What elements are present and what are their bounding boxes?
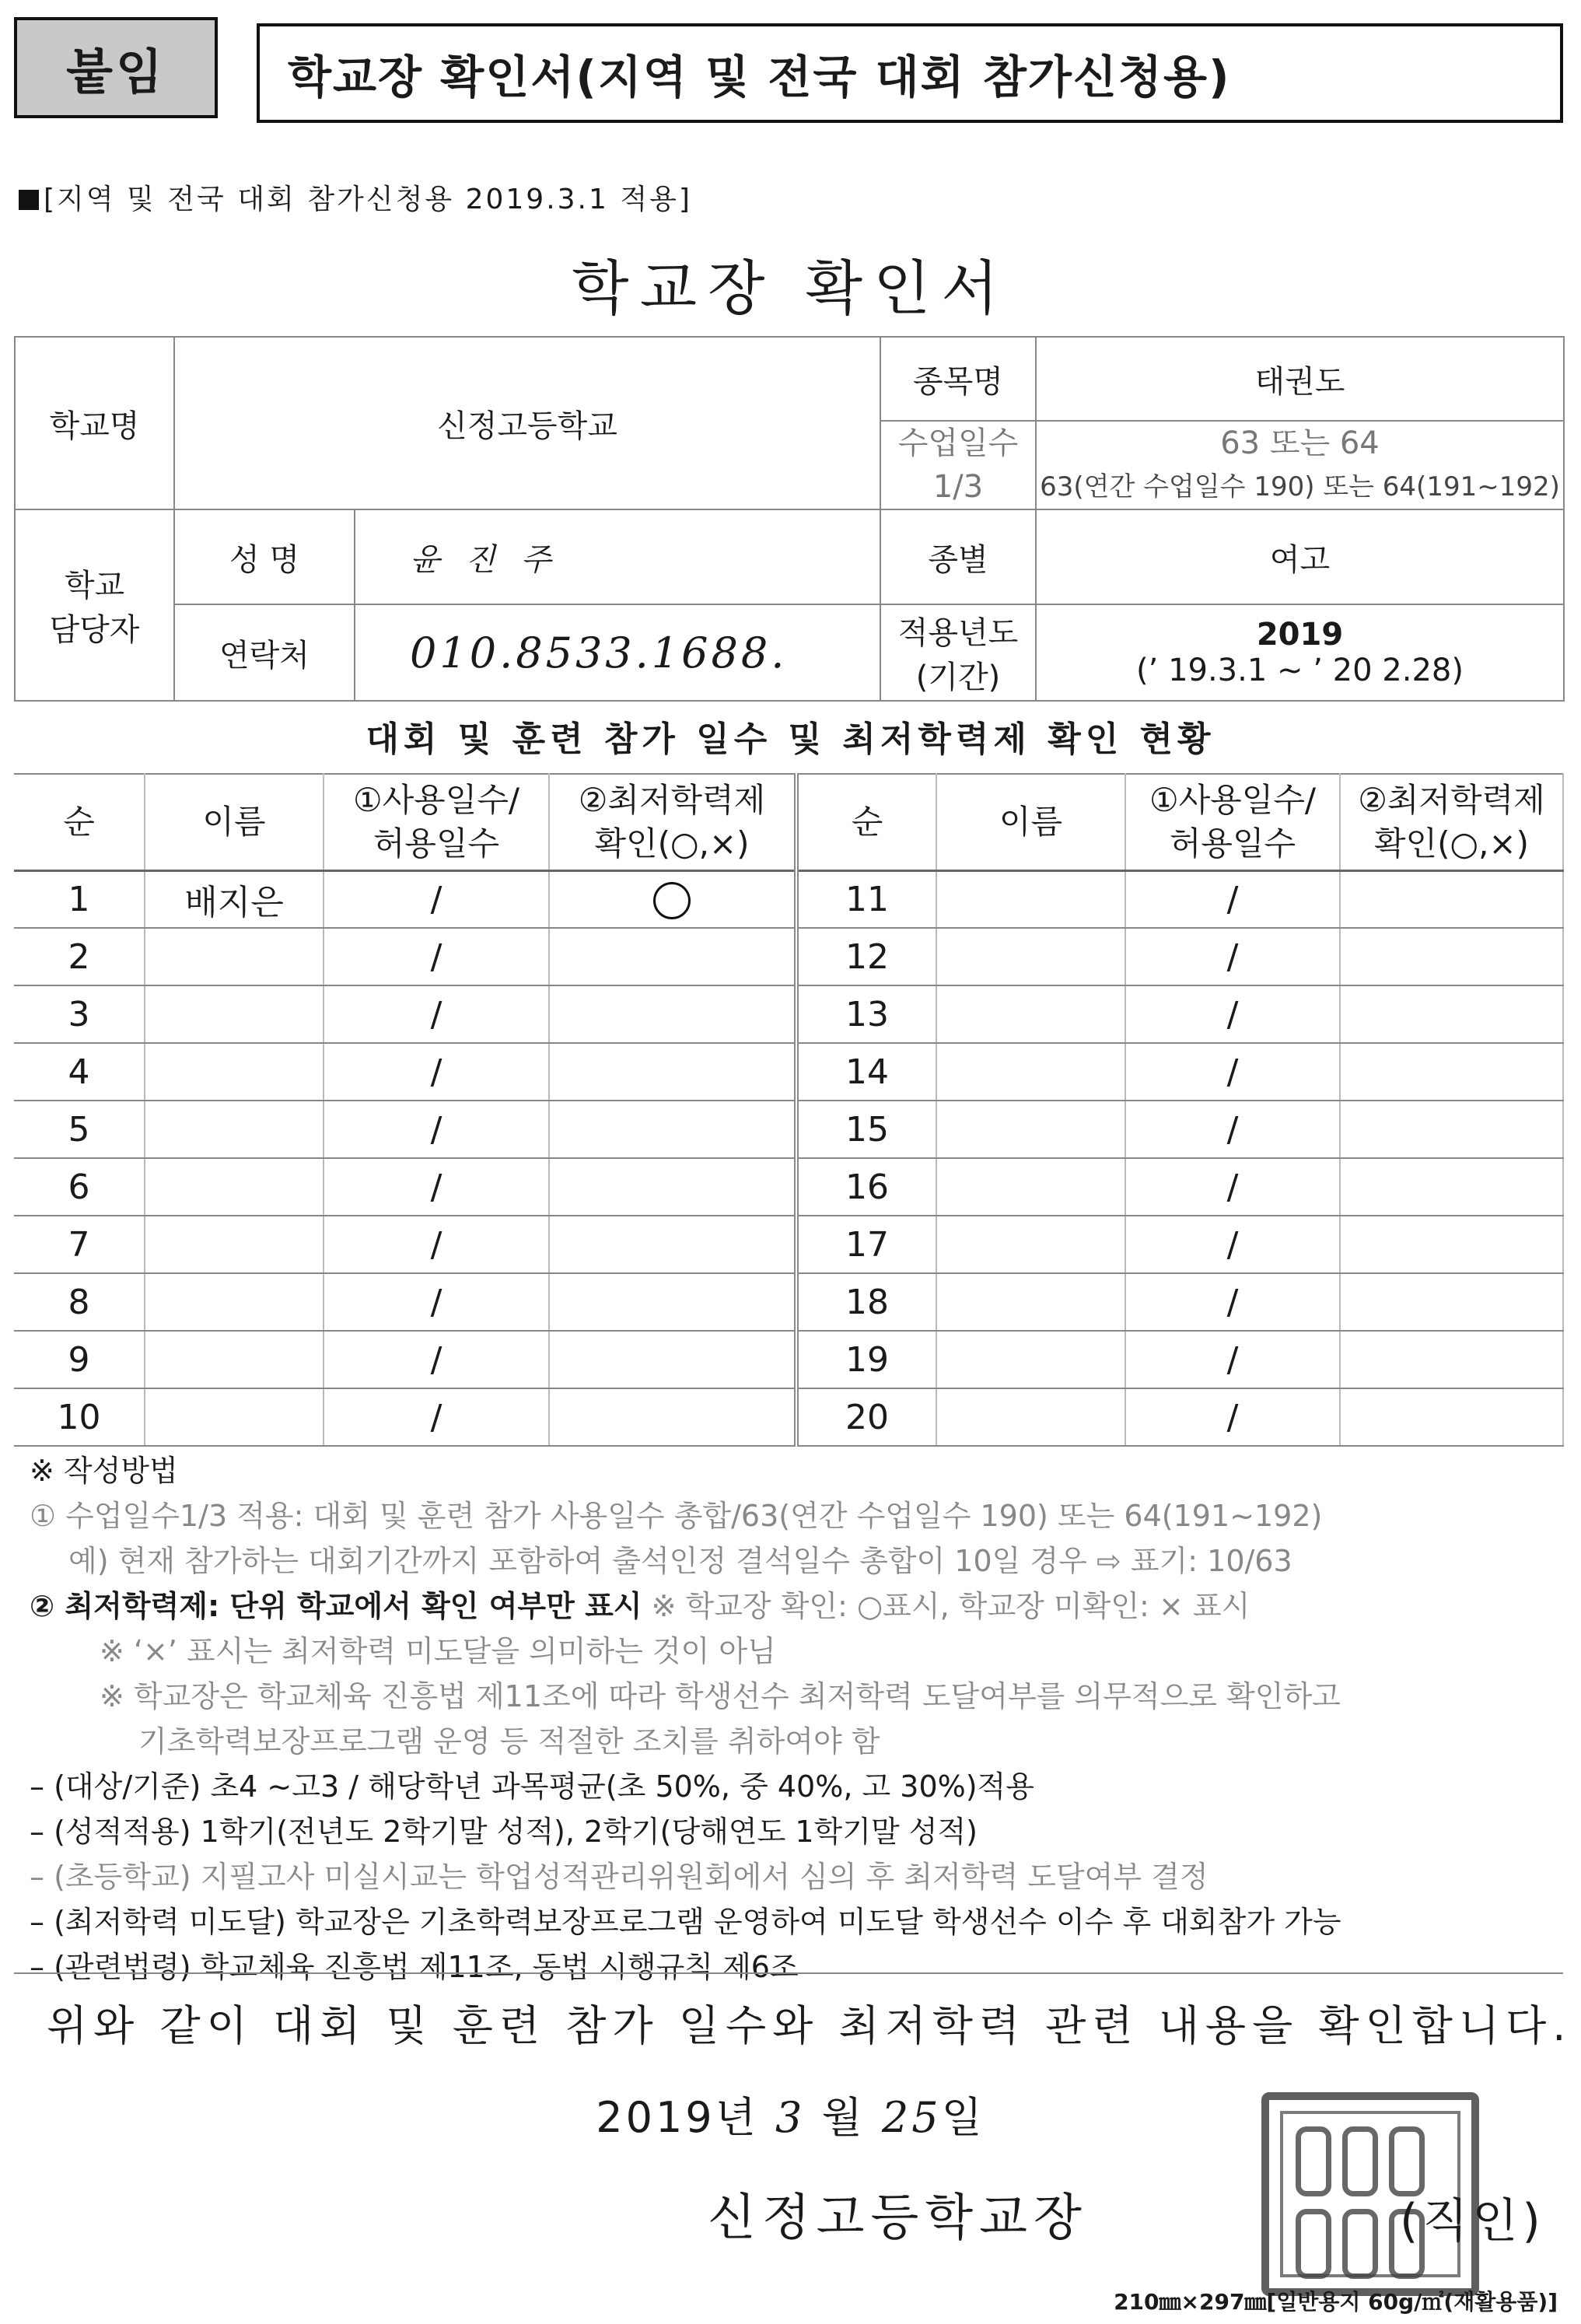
row-check — [1340, 928, 1563, 985]
confirm-statement: 위와 같이 대회 및 훈련 참가 일수와 최저학력 관련 내용을 확인합니다. — [47, 2001, 1572, 2050]
row-check — [549, 985, 796, 1043]
row-check — [1340, 1273, 1563, 1331]
col-min-right-1: ②최저학력제 — [1358, 780, 1545, 819]
row-no: 19 — [796, 1331, 936, 1388]
row-days: / — [1125, 1158, 1340, 1216]
row-name — [145, 1331, 324, 1388]
participant-table — [14, 773, 1564, 1447]
principal-name: 신정고등학교장 — [708, 2189, 1088, 2247]
row-days: / — [324, 1043, 549, 1101]
row-no: 13 — [796, 985, 936, 1043]
category-label: 종별 — [880, 509, 1036, 604]
table-row — [14, 985, 1563, 1043]
col-min-left — [549, 774, 796, 870]
row-days: / — [324, 1331, 549, 1388]
row-days: / — [324, 870, 549, 928]
row-name — [936, 1273, 1125, 1331]
col-min-right-2: 확인(○,×) — [1373, 824, 1530, 863]
attachment-tag-text: 붙임 — [66, 43, 166, 100]
row-check — [549, 1101, 796, 1158]
name-label: 성 명 — [174, 509, 355, 604]
table-row — [14, 1331, 1563, 1388]
col-days-right — [1125, 774, 1340, 870]
row-no: 5 — [14, 1101, 145, 1158]
row-check — [1340, 870, 1563, 928]
document-title: 학교장 확인서 — [572, 254, 1009, 323]
table-row — [14, 870, 1563, 928]
instruction-8: – (최저학력 미도달) 학교장은 기초학력보장프로그램 운영하여 미도달 학생선수 이수 후 대회참가 가능 — [30, 1905, 1341, 1939]
table-row — [14, 1043, 1563, 1101]
row-check — [549, 1388, 796, 1446]
row-name — [145, 1273, 324, 1331]
row-no: 11 — [796, 870, 936, 928]
row-no: 8 — [14, 1273, 145, 1331]
seal-label: (직인) — [1400, 2194, 1545, 2249]
contact-handwritten: 010.8533.1688. — [355, 604, 880, 701]
class-days-label-2: 1/3 — [932, 469, 984, 505]
col-no-left: 순 — [14, 774, 145, 870]
row-no: 1 — [14, 870, 145, 928]
row-days: / — [1125, 928, 1340, 985]
row-no: 20 — [796, 1388, 936, 1446]
school-name-label: 학교명 — [15, 337, 174, 509]
row-days: / — [324, 928, 549, 985]
manager-label-1: 학교 — [64, 568, 125, 604]
row-check — [1340, 985, 1563, 1043]
seal-glyph — [1342, 2126, 1378, 2196]
instruction-7: – (초등학교) 지필고사 미실시교는 학업성적관리위원회에서 심의 후 최저학력 도달여부 결정 — [30, 1860, 1208, 1894]
row-days: / — [1125, 1273, 1340, 1331]
apply-note — [19, 177, 692, 217]
row-name — [936, 1216, 1125, 1273]
apply-note-text: [지역 및 전국 대회 참가신청용 2019.3.1 적용] — [44, 184, 692, 215]
participant-table-header — [14, 774, 1563, 870]
row-name — [145, 1158, 324, 1216]
row-no: 16 — [796, 1158, 936, 1216]
col-min-right — [1340, 774, 1563, 870]
date-day-handwritten: 25 — [881, 2093, 942, 2142]
row-no: 18 — [796, 1273, 936, 1331]
school-name-value: 신정고등학교 — [174, 337, 880, 509]
row-no: 4 — [14, 1043, 145, 1101]
col-name-left: 이름 — [145, 774, 324, 870]
year-label — [880, 604, 1036, 701]
header-title-box — [257, 23, 1563, 123]
row-days: / — [1125, 985, 1340, 1043]
col-name-right: 이름 — [936, 774, 1125, 870]
paper-spec-footer: 210㎜×297㎜[일반용지 60g/㎡(재활용품)] — [1114, 2289, 1558, 2315]
row-days: / — [1125, 1216, 1340, 1273]
row-no: 9 — [14, 1331, 145, 1388]
instruction-2 — [30, 1584, 1554, 1629]
header-title: 학교장 확인서(지역 및 전국 대회 참가신청용) — [288, 51, 1231, 103]
row-check — [549, 1273, 796, 1331]
table-row — [14, 1158, 1563, 1216]
confirmed-circle-icon — [653, 882, 691, 919]
row-days: / — [324, 1101, 549, 1158]
manager-name-handwritten: 윤 진 주 — [355, 509, 880, 604]
row-check — [549, 1043, 796, 1101]
category-value: 여고 — [1036, 509, 1564, 604]
row-days: / — [1125, 1101, 1340, 1158]
class-days-value-2: 63(연간 수업일수 190) 또는 64(191~192) — [1040, 471, 1560, 502]
instructions — [30, 1448, 1554, 1990]
row-no: 7 — [14, 1216, 145, 1273]
row-name — [145, 1388, 324, 1446]
table-row — [14, 928, 1563, 985]
seal-glyph — [1296, 2209, 1331, 2279]
row-check — [1340, 1216, 1563, 1273]
manager-label — [15, 509, 174, 701]
row-check — [549, 928, 796, 985]
table-row — [14, 1216, 1563, 1273]
year-value — [1036, 604, 1564, 701]
row-check — [1340, 1388, 1563, 1446]
instruction-2-bold: ② 최저학력제: 단위 학교에서 확인 여부만 표시 — [30, 1589, 642, 1623]
instruction-4a: ※ 학교장은 학교체육 진흥법 제11조에 따라 학생선수 최저학력 도달여부를 의무적으로 확인하고 — [100, 1679, 1341, 1713]
row-no: 17 — [796, 1216, 936, 1273]
divider — [14, 1972, 1563, 1974]
row-no: 14 — [796, 1043, 936, 1101]
col-min-left-1: ②최저학력제 — [578, 780, 766, 819]
seal-glyph — [1296, 2126, 1331, 2196]
event-label: 종목명 — [880, 337, 1036, 421]
row-name — [145, 928, 324, 985]
row-check — [1340, 1331, 1563, 1388]
row-name — [145, 985, 324, 1043]
class-days-label — [880, 421, 1036, 509]
row-name — [145, 1101, 324, 1158]
row-name — [936, 1101, 1125, 1158]
row-no: 15 — [796, 1101, 936, 1158]
row-days: / — [1125, 870, 1340, 928]
col-min-left-2: 확인(○,×) — [594, 824, 750, 863]
col-days-right-1: ①사용일수/ — [1149, 780, 1317, 819]
instructions-heading: ※ 작성방법 — [30, 1454, 178, 1488]
col-days-left-1: ①사용일수/ — [352, 780, 520, 819]
year-value-2: (’ 19.3.1 ~ ’ 20 2.28) — [1136, 653, 1464, 688]
row-name — [936, 870, 1125, 928]
row-check — [549, 870, 796, 928]
col-no-right: 순 — [796, 774, 936, 870]
class-days-label-1: 수업일수 — [897, 425, 1019, 461]
row-days: / — [324, 985, 549, 1043]
year-value-1: 2019 — [1256, 617, 1344, 653]
row-name — [936, 928, 1125, 985]
row-name — [936, 1331, 1125, 1388]
col-days-right-2: 허용일수 — [1169, 824, 1296, 863]
instruction-1a: ① 수업일수1/3 적용: 대회 및 훈련 참가 사용일수 총합/63(연간 수업일수 190) 또는 64(191~192) — [30, 1499, 1323, 1533]
date-day-unit: 일 — [941, 2093, 985, 2142]
row-days: / — [1125, 1043, 1340, 1101]
row-name — [936, 1158, 1125, 1216]
instruction-5: – (대상/기준) 초4 ~고3 / 해당학년 과목평균(초 50%, 중 40%, 고 30%)적용 — [30, 1769, 1034, 1804]
row-name — [936, 1388, 1125, 1446]
year-label-1: 적용년도 — [897, 615, 1019, 651]
row-check — [1340, 1043, 1563, 1101]
participant-rows — [14, 870, 1563, 1446]
year-label-2: (기간) — [915, 660, 1001, 695]
row-no: 10 — [14, 1388, 145, 1446]
col-days-left — [324, 774, 549, 870]
row-no: 6 — [14, 1158, 145, 1216]
section-title: 대회 및 훈련 참가 일수 및 최저학력제 확인 현황 — [366, 719, 1215, 759]
attachment-tag — [14, 17, 218, 118]
instruction-1b: 예) 현재 참가하는 대회기간까지 포함하여 출석인정 결석일수 총합이 10일 경우 ⇨ 표기: 10/63 — [68, 1544, 1292, 1578]
row-days: / — [324, 1388, 549, 1446]
table-row — [14, 1101, 1563, 1158]
row-name — [936, 985, 1125, 1043]
instruction-2-grey: ※ 학교장 확인: ○표시, 학교장 미확인: × 표시 — [642, 1589, 1250, 1623]
col-days-left-2: 허용일수 — [373, 824, 500, 863]
row-check — [549, 1216, 796, 1273]
row-name — [936, 1043, 1125, 1101]
row-days: / — [1125, 1331, 1340, 1388]
table-row — [14, 1388, 1563, 1446]
instruction-9: – (관련법령) 학교체육 진흥법 제11조, 동법 시행규칙 제6조 — [30, 1950, 799, 1984]
row-check — [1340, 1158, 1563, 1216]
date-month-handwritten: 3 — [775, 2093, 806, 2142]
school-info-table — [14, 336, 1565, 702]
row-days: / — [1125, 1388, 1340, 1446]
instruction-6: – (성적적용) 1학기(전년도 2학기말 성적), 2학기(당해연도 1학기말 성적) — [30, 1815, 978, 1849]
class-days-value — [1036, 421, 1564, 509]
event-value: 태권도 — [1036, 337, 1564, 421]
row-check — [1340, 1101, 1563, 1158]
instruction-3: ※ ‘×’ 표시는 최저학력 미도달을 의미하는 것이 아님 — [100, 1634, 776, 1668]
row-days: / — [324, 1158, 549, 1216]
seal-glyph — [1342, 2209, 1378, 2279]
row-days: / — [324, 1216, 549, 1273]
instruction-4b: 기초학력보장프로그램 운영 등 적절한 조치를 취하여야 함 — [138, 1724, 880, 1759]
row-no: 2 — [14, 928, 145, 985]
bullet-square-icon — [19, 190, 39, 210]
row-no: 12 — [796, 928, 936, 985]
row-name — [145, 1043, 324, 1101]
table-row — [14, 1273, 1563, 1331]
date-year: 2019년 — [596, 2093, 759, 2142]
row-days: / — [324, 1273, 549, 1331]
row-check — [549, 1158, 796, 1216]
date-month-unit: 월 — [821, 2093, 866, 2142]
row-no: 3 — [14, 985, 145, 1043]
row-check — [549, 1331, 796, 1388]
row-name: 배지은 — [145, 870, 324, 928]
class-days-value-1: 63 또는 64 — [1220, 425, 1380, 461]
contact-label: 연락처 — [174, 604, 355, 701]
row-name — [145, 1216, 324, 1273]
manager-label-2: 담당자 — [49, 612, 140, 648]
